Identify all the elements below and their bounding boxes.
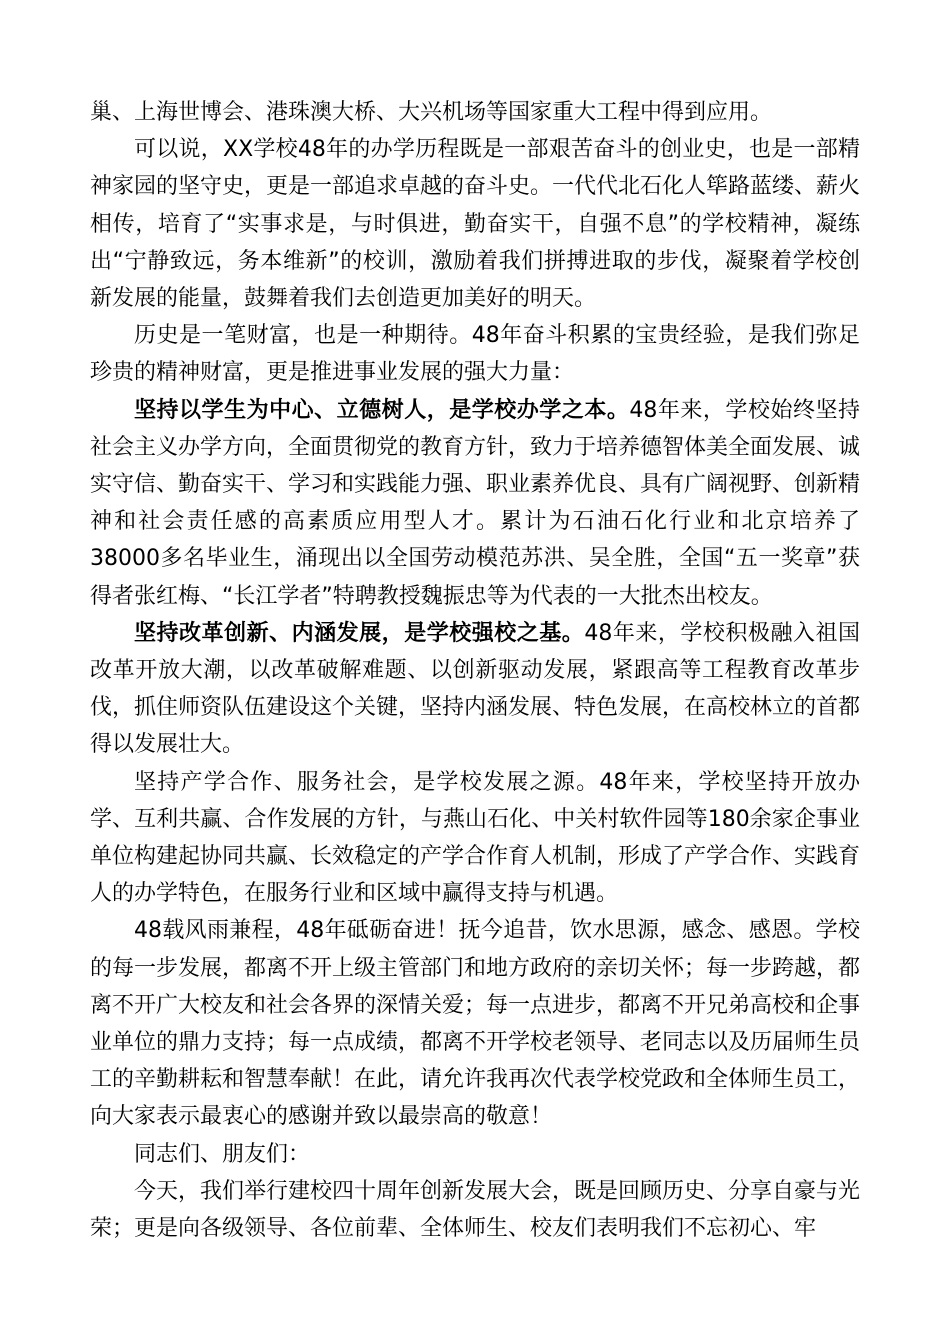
paragraph-5: [90, 615, 860, 764]
paragraph-text: 同志们、朋友们：: [134, 1141, 311, 1167]
paragraph-lead: 坚持以学生为中心、立德树人，是学校办学之本。: [134, 397, 630, 423]
paragraph-6: [90, 764, 860, 913]
paragraph-text: 坚持产学合作、服务社会，是学校发展之源。48年来，学校坚持开放办学、互利共赢、合作发展的方针，与燕山石化、中关村软件园等180余家企事业单位构建起协同共赢、长效稳定的产学合作育人机制，形成了产学合作、实践育人的办学特色，在服务行业和区域中赢得支持与机遇。: [90, 769, 861, 907]
paragraph-text: 48年来，学校积极融入祖国改革开放大潮，以改革破解难题、以创新驱动发展，紧跟高等工程教育改革步伐，抓住师资队伍建设这个关键，坚持内涵发展、特色发展，在高校林立的首都得以发展壮大。: [90, 620, 861, 758]
document-body: [90, 94, 860, 1247]
paragraph-4: [90, 392, 860, 615]
paragraph-text: 可以说，XX学校48年的办学历程既是一部艰苦奋斗的创业史，也是一部精神家园的坚守史，更是一部追求卓越的奋斗史。一代代北石化人筚路蓝缕、薪火相传，培育了“实事求是，与时俱进，勤奋实干，自强不息”的学校精神，凝练出“宁静致远，务本维新”的校训，激励着我们拼搏进取的步伐，凝聚着学校创新发展的能量，鼓舞着我们去创造更加美好的明天。: [90, 137, 861, 312]
paragraph-text: 巢、上海世博会、港珠澳大桥、大兴机场等国家重大工程中得到应用。: [90, 100, 773, 125]
paragraph-text: 历史是一笔财富，也是一种期待。48年奋斗积累的宝贵经验，是我们弥足珍贵的精神财富，更是推进事业发展的强大力量：: [90, 323, 860, 386]
paragraph-2: [90, 131, 860, 317]
paragraph-text: 今天，我们举行建校四十周年创新发展大会，既是回顾历史、分享自豪与光荣；更是向各级领导、各位前辈、全体师生、校友们表明我们不忘初心、牢: [90, 1178, 861, 1242]
paragraph-3: [90, 317, 860, 391]
paragraph-1: [90, 94, 860, 131]
paragraph-lead: 坚持改革创新、内涵发展，是学校强校之基。: [134, 620, 585, 646]
paragraph-text: 48载风雨兼程，48年砥砺奋进！抚今追昔，饮水思源，感念、感恩。学校的每一步发展，都离不开上级主管部门和地方政府的亲切关怀；每一步跨越，都离不开广大校友和社会各界的深情关爱；每一点进步，都离不开兄弟高校和企事业单位的鼎力支持；每一点成绩，都离不开学校老领导、老同志以及历届师生员工的辛勤耕耘和智慧奉献！在此，请允许我再次代表学校党政和全体师生员工，向大家表示最衷心的感谢并致以最崇高的敬意！: [90, 918, 861, 1130]
paragraph-9: [90, 1173, 860, 1247]
paragraph-7: [90, 912, 860, 1135]
paragraph-text: 48年来，学校始终坚持社会主义办学方向，全面贯彻党的教育方针，致力于培养德智体美全面发展、诚实守信、勤奋实干、学习和实践能力强、职业素养优良、具有广阔视野、创新精神和社会责任感的高素质应用型人才。累计为石油石化行业和北京培养了38000多名毕业生，涌现出以全国劳动模范苏洪、吴全胜，全国“五一奖章”获得者张红梅、“长江学者”特聘教授魏振忠等为代表的一大批杰出校友。: [90, 397, 861, 609]
paragraph-8: [90, 1136, 860, 1173]
